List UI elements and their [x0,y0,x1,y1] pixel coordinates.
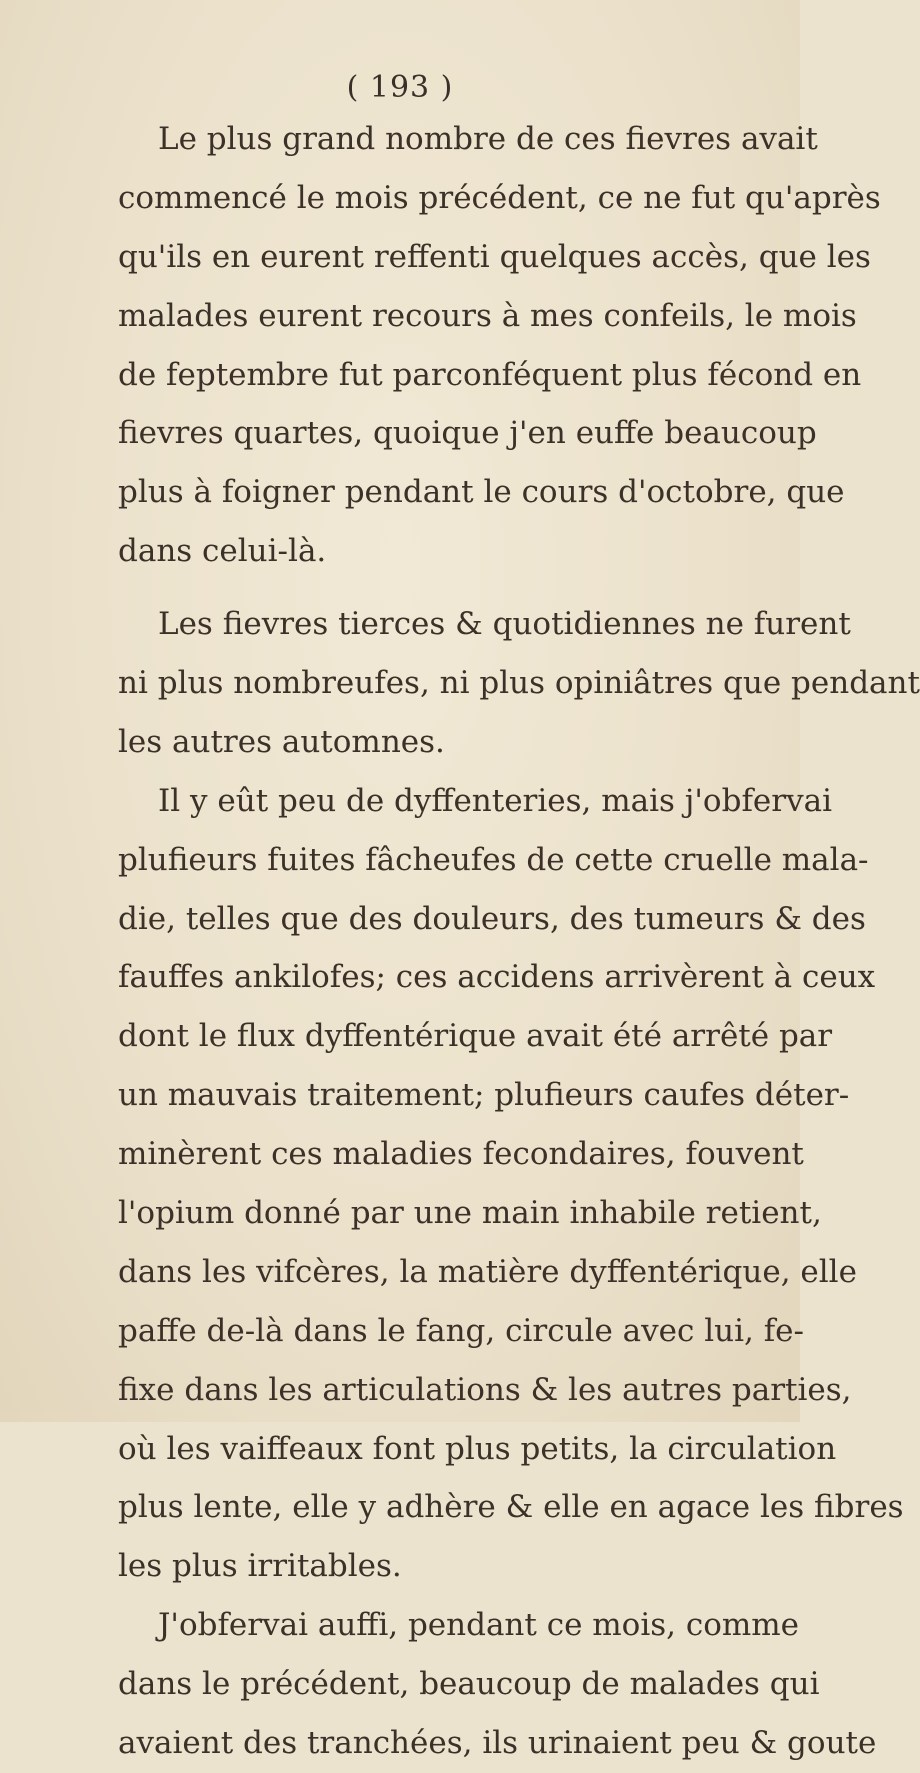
text-line: qu'ils en eurent reffenti quelques accès, que les [118,238,871,275]
text-line: ni plus nombreufes, ni plus opiniâtres que pendant [118,665,920,702]
text-line: les plus irritables. [118,1548,402,1585]
text-line: plufieurs fuites fâcheufes de cette cruelle mala- [118,841,869,878]
text-line: J'obfervai auffi, pendant ce mois, comme [158,1607,800,1644]
text-line: avaient des tranchées, ils urinaient peu & goute [118,1725,877,1762]
text-line: fauffes ankilofes; ces accidens arrivèrent à ceux [118,959,876,996]
text-line: plus à foigner pendant le cours d'octobre, que [118,474,845,511]
text-line: dans les vifcères, la matière dyffentérique, elle [118,1253,857,1290]
text-line: malades eurent recours à mes confeils, le mois [118,297,857,334]
text-line: Le plus grand nombre de ces fievres avait [158,121,818,157]
text-line: Les fievres tierces & quotidiennes ne furent [158,606,851,643]
text-line: paffe de-là dans le fang, circule avec lui, fe- [118,1312,804,1349]
text-line: dont le flux dyffentérique avait été arrêté par [118,1018,833,1055]
text-line: minèrent ces maladies fecondaires, fouvent [118,1136,804,1173]
text-line: die, telles que des douleurs, des tumeurs & des [118,900,866,937]
text-line: plus lente, elle y adhère & elle en agace les fibres [118,1489,904,1526]
body-text [118,110,920,1773]
text-line: commencé le mois précédent, ce ne fut qu'après [118,179,881,216]
text-line: les autres automnes. [118,723,445,760]
text-line: fixe dans les articulations & les autres parties, [118,1371,852,1408]
text-line: dans le précédent, beaucoup de malades qui [118,1666,820,1703]
text-line: de feptembre fut parconféquent plus fécond en [118,356,862,393]
text-line: dans celui-là. [118,533,327,570]
page-number: ( 193 ) [346,70,454,105]
text-line: l'opium donné par une main inhabile retient, [118,1195,822,1232]
text-line: un mauvais traitement; plufieurs caufes déter- [118,1077,850,1114]
text-line: où les vaiffeaux font plus petits, la circulation [118,1430,837,1467]
text-line: Il y eût peu de dyffenteries, mais j'obfervai [158,782,832,819]
text-line: fievres quartes, quoique j'en euffe beaucoup [118,415,817,452]
